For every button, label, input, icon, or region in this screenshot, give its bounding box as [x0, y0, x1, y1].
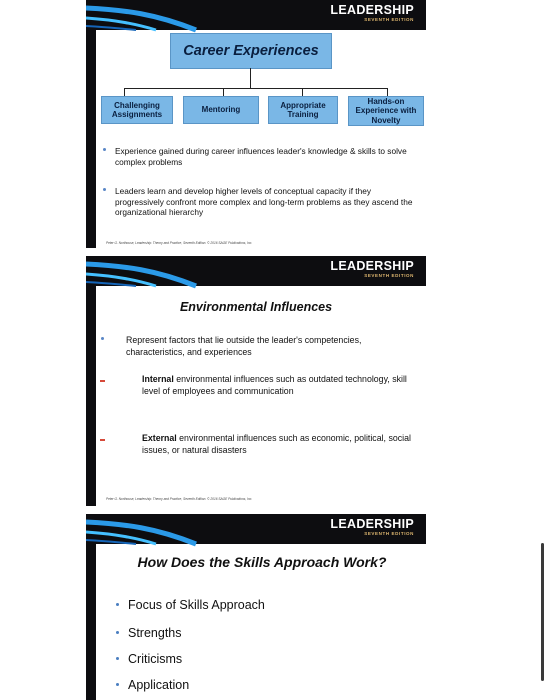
diagram-connector-horizontal	[124, 88, 388, 89]
diagram-box-appropriate-training: Appropriate Training	[268, 96, 338, 124]
bullet-text: Focus of Skills Approach	[128, 598, 265, 612]
slide-footer: Peter G. Northouse, Leadership: Theory and Practice, Seventh Edition. © 2016 SAGE Publications, Inc.	[106, 241, 253, 245]
bullet-text: Leaders learn and develop higher levels of conceptual capacity if they progressively confront more complex and long-term problems as they ascend the organizational hierarchy	[115, 186, 413, 217]
brand-logo	[330, 3, 414, 23]
bullet-focus	[128, 598, 265, 612]
brand-edition: SEVENTH EDITION	[364, 273, 414, 278]
bullet-text: Strengths	[128, 626, 182, 640]
brand-logo	[330, 517, 414, 537]
diagram-connector-2	[223, 88, 224, 96]
sub-bullet-bold: External	[142, 433, 177, 443]
diagram-connector-vertical	[250, 68, 251, 88]
bullet-text: Experience gained during career influences leader's knowledge & skills to solve complex problems	[115, 146, 407, 167]
diagram-connector-3	[302, 88, 303, 96]
sub-bullet-internal	[142, 374, 412, 397]
diagram-root-box: Career Experiences	[170, 33, 332, 69]
slide-environmental-influences	[86, 256, 426, 506]
sub-bullet-text: environmental influences such as economic, political, social issues, or natural disasters	[142, 433, 411, 455]
bullet-dot	[101, 337, 104, 340]
bullet-dot	[116, 631, 119, 634]
brand-logo	[330, 259, 414, 279]
brand-edition: SEVENTH EDITION	[364, 17, 414, 22]
bullet-outside-factors	[126, 335, 396, 358]
bullet-text: Application	[128, 678, 190, 692]
sub-bullet-dash	[100, 439, 105, 441]
bullet-dot	[116, 657, 119, 660]
bullet-text: Represent factors that lie outside the leader's competencies, characteristics, and experiences	[126, 335, 362, 357]
brand-title: LEADERSHIP	[330, 259, 414, 273]
bullet-application	[128, 678, 189, 692]
bullet-strengths	[128, 626, 182, 640]
sub-bullet-text: environmental influences such as outdated technology, skill level of employees and communication	[142, 374, 407, 396]
bullet-text: Criticisms	[128, 652, 183, 666]
diagram-box-hands-on-experience: Hands-on Experience with Novelty	[348, 96, 424, 126]
diagram-connector-4	[387, 88, 388, 96]
bullet-criticisms	[128, 652, 182, 666]
bullet-career-experience	[115, 146, 415, 167]
slide-title: How Does the Skills Approach Work?	[137, 554, 387, 570]
sub-bullet-dash	[100, 380, 105, 382]
sub-bullet-bold: Internal	[142, 374, 174, 384]
diagram-box-challenging-assignments: Challenging Assignments	[101, 96, 173, 124]
sub-bullet-external	[142, 433, 417, 456]
left-dark-bar	[86, 30, 96, 248]
slide-title: Environmental Influences	[179, 300, 333, 314]
slide-footer: Peter G. Northouse, Leadership: Theory and Practice, Seventh Edition. © 2016 SAGE Publications, Inc.	[106, 497, 253, 501]
diagram-connector-1	[124, 88, 125, 96]
slide-skills-approach	[86, 514, 426, 700]
brand-title: LEADERSHIP	[330, 3, 414, 17]
bullet-dot	[103, 188, 106, 191]
brand-title: LEADERSHIP	[330, 517, 414, 531]
bullet-conceptual-capacity	[115, 186, 415, 218]
left-dark-bar	[86, 286, 96, 506]
diagram-box-mentoring: Mentoring	[183, 96, 259, 124]
bullet-dot	[116, 683, 119, 686]
slide-career-experiences	[86, 0, 426, 248]
brand-edition: SEVENTH EDITION	[364, 531, 414, 536]
bullet-dot	[116, 603, 119, 606]
vertical-scrollbar[interactable]	[541, 543, 544, 681]
bullet-dot	[103, 148, 106, 151]
